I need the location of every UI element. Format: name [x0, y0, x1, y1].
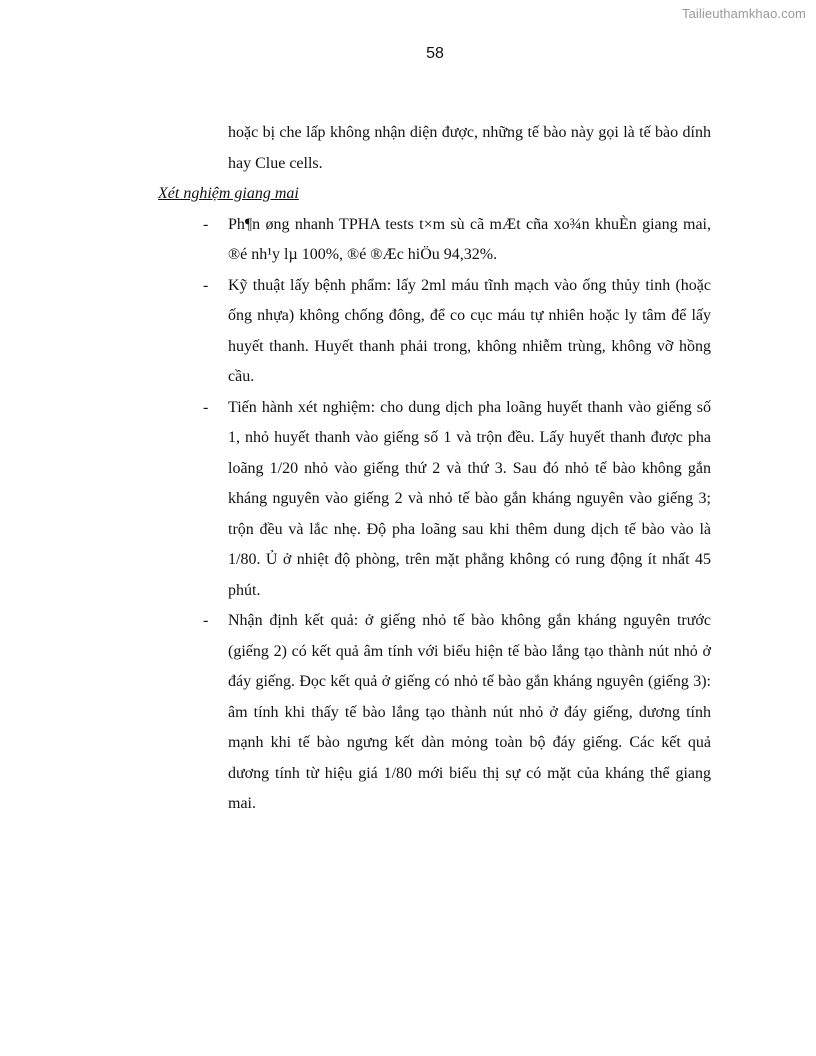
section-heading: Xét nghiệm giang mai — [158, 185, 299, 202]
watermark: Tailieuthamkhao.com — [681, 6, 806, 21]
list-item-text: Nhận định kết quả: ở giếng nhỏ tế bào không gắn kháng nguyên trước (giếng 2) có kết quả âm tính với biểu hiện tế bào lắng tạo thành nút nhỏ ở đáy giếng. Đọc kết quả ở giếng có nhỏ tế bào gắn kháng nguyên (giếng 3): âm tính khi thấy tế bào lắng tạo thành nút nhỏ ở đáy giếng, dương tính mạnh khi tế bào ngưng kết dàn mỏng toàn bộ đáy giếng. Các kết quả dương tính từ hiệu giá 1/80 mới biểu thị sự có mặt của kháng thể giang mai. — [228, 612, 711, 812]
bullet-dash: - — [203, 215, 209, 233]
list-item — [203, 271, 711, 393]
list-item — [203, 210, 711, 271]
list-item-text: Tiến hành xét nghiệm: cho dung dịch pha loãng huyết thanh vào giếng số 1, nhỏ huyết thanh vào giếng số 1 và trộn đều. Lấy huyết thanh được pha loãng 1/20 nhỏ vào giếng thứ 2 và thứ 3. Sau đó nhỏ tế bào không gắn kháng nguyên vào giếng 2 và nhỏ tế bào gắn kháng nguyên vào giếng 3; trộn đều và lắc nhẹ. Độ pha loãng sau khi thêm dung dịch tế bào vào là 1/80. Ủ ở nhiệt độ phòng, trên mặt phẳng không có rung động ít nhất 45 phút. — [228, 398, 711, 599]
page-body — [0, 118, 816, 820]
bullet-dash: - — [203, 276, 209, 294]
bullet-list — [0, 210, 816, 820]
list-item — [203, 606, 711, 820]
page-number: 58 — [426, 45, 444, 62]
bullet-dash: - — [203, 612, 209, 629]
list-item-text: Kỹ thuật lấy bệnh phẩm: lấy 2ml máu tĩnh mạch vào ống thủy tinh (hoặc ống nhựa) không chống đông, để co cục máu tự nhiên hoặc ly tâm để lấy huyết thanh. Huyết thanh phải trong, không nhiễm trùng, không vỡ hồng cầu. — [228, 276, 711, 385]
intro-paragraph: hoặc bị che lấp không nhận diện được, những tế bào này gọi là tế bào dính hay Clue cells. — [228, 124, 711, 172]
list-item-text: Ph¶n øng nhanh TPHA tests t×m sù cã mÆt cña xo¾n khuÈn giang mai, ®é nh¹y lµ 100%, ®é ®Æc hiÖu 94,32%. — [228, 215, 711, 263]
bullet-dash: - — [203, 398, 209, 416]
list-item — [203, 393, 711, 607]
